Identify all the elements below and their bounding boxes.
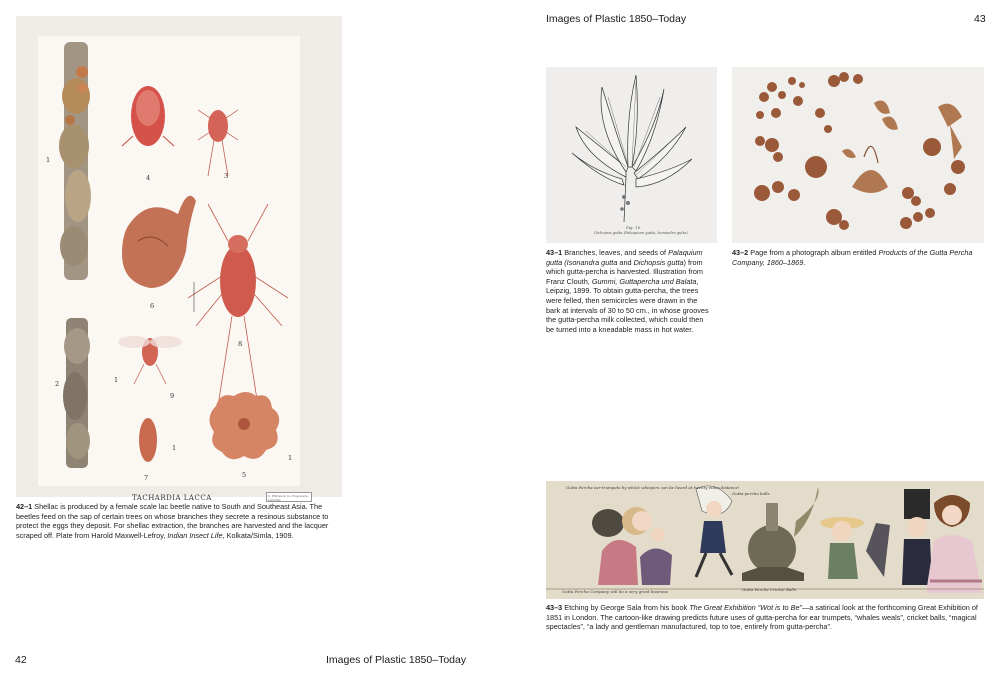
running-head-left: Images of Plastic 1850–Today — [326, 654, 467, 666]
caption-text: Branches, leaves, and seeds of — [562, 248, 669, 257]
plate-number: 9 — [170, 392, 175, 400]
caption-43-2 — [732, 248, 982, 267]
caption-italic: Indian Insect Life — [167, 530, 223, 540]
insect-4 — [122, 86, 174, 146]
insect-5 — [209, 392, 279, 459]
caption-43-3 — [546, 603, 982, 632]
figure-43-3-sala-etching — [546, 481, 984, 599]
caption-42-1 — [16, 502, 346, 540]
plate-number: 5 — [242, 471, 247, 479]
plate-number: 6 — [150, 302, 155, 310]
plate-number: 1 — [172, 444, 177, 452]
figure-43-2-gutta-products-photo — [732, 67, 984, 243]
caption-italic: Products of the Gutta Percha Company, 1860–1869 — [732, 248, 973, 267]
caption-italic: Dichopsis gutta — [633, 257, 684, 267]
caption-number: 43–3 — [546, 603, 563, 612]
gutta-branch-drawing — [546, 67, 717, 243]
plate-number: 1 — [46, 156, 51, 164]
caption-italic: Palaquium gutta (Isonandra gutta — [546, 248, 703, 267]
insect-8 — [188, 204, 288, 406]
cartoon-caption: Gutta Percha Company will do a very great business — [562, 589, 669, 594]
caption-number: 43–1 — [546, 248, 563, 257]
caption-text: Etching by George Sala from his book — [562, 603, 690, 612]
tachardia-lacca-plate — [38, 36, 309, 502]
plate-number: 7 — [144, 474, 149, 482]
great-exhibition-cartoon — [546, 481, 984, 599]
plate-title: TACHARDIA LACCA — [132, 494, 212, 502]
insect-9 — [118, 336, 182, 384]
plate-number: 4 — [146, 174, 151, 182]
caption-number: 42–1 — [16, 502, 33, 511]
insect-3 — [198, 110, 238, 176]
caption-text: Page from a photograph album entitled — [748, 248, 879, 257]
caption-43-1 — [546, 248, 711, 334]
caption-italic: The Great Exhibition “Wot is to Be” — [689, 603, 802, 612]
caption-text: and — [617, 257, 634, 267]
cartoon-caption: Gutta-percha balls — [732, 491, 770, 496]
caption-text: , Leipzig, 1899. To obtain gutta-percha, the trees were felled, then semicircles were drawn in the bark at intervals of 30 to 50 cm., in whose grooves the gutta-percha milk collected, which could then be turned into a kneadable mass in hot water. — [546, 276, 709, 334]
caption-italic: Gummi, Guttapercha und Balata — [591, 276, 697, 286]
cartoon-caption: Gutta Percha Cricket Balls — [742, 587, 797, 592]
engraving-fig-number: Fig. 10. — [626, 225, 642, 230]
cartoon-caption: Gutta Percha ear-trumpets by which whispers can be heard at twenty miles distance! — [566, 485, 740, 490]
caption-text: Shellac is produced by a female scale lac beetle native to South and Southeast Asia. The beetles feed on the sap of certain trees on whose branches they secrete a resinous substance to protect the eggs they deposit. For shellac extraction, the branches are harvested and the lacquer scraped off. Plate from Harold Maxwell-Lefroy, — [16, 502, 329, 540]
plate-number: 2 — [55, 380, 60, 388]
caption-number: 43–2 — [732, 248, 749, 257]
plate-number: 1 — [288, 454, 293, 462]
plate-number: 1 — [114, 376, 119, 384]
branch-1-figure — [59, 42, 91, 280]
lac-insect-illustration — [38, 36, 300, 486]
caption-text: ) from which gutta-percha is harvested. Illustration from Franz Clouth, — [546, 257, 703, 286]
branch-2-figure — [63, 318, 90, 468]
caption-text: . — [803, 257, 806, 267]
gutta-percha-products-collage — [732, 67, 984, 243]
caption-text: —a satirical look at the forthcoming Great Exhibition of 1851 in London. The cartoon-like drawing predicts future uses of gutta-percha for ear trumpets, “whales weals”, cricket balls, “magical spectacles”, “a lady and gentleman manufactured, top to toe, entirely from gutta-percha”. — [546, 603, 978, 632]
insect-6 — [122, 196, 196, 288]
running-head-right: Images of Plastic 1850–Today — [546, 13, 687, 25]
folio-43: 43 — [974, 13, 986, 25]
figure-43-1-gutta-branch-engraving — [546, 67, 717, 243]
plate-engraver-stamp: S. Phillips & Co. Engravers, Calcutta — [266, 492, 312, 502]
engraving-caption: Dichopsis gutta (Palaquium gutta, Isonandra gutta). — [594, 231, 689, 235]
plate-number: 8 — [238, 340, 243, 348]
caption-text: , Kolkata/Simla, 1909. — [222, 530, 294, 540]
plate-number: 3 — [224, 172, 229, 180]
plate-42-1 — [16, 16, 342, 502]
insect-7 — [139, 418, 157, 462]
folio-42: 42 — [15, 654, 27, 666]
